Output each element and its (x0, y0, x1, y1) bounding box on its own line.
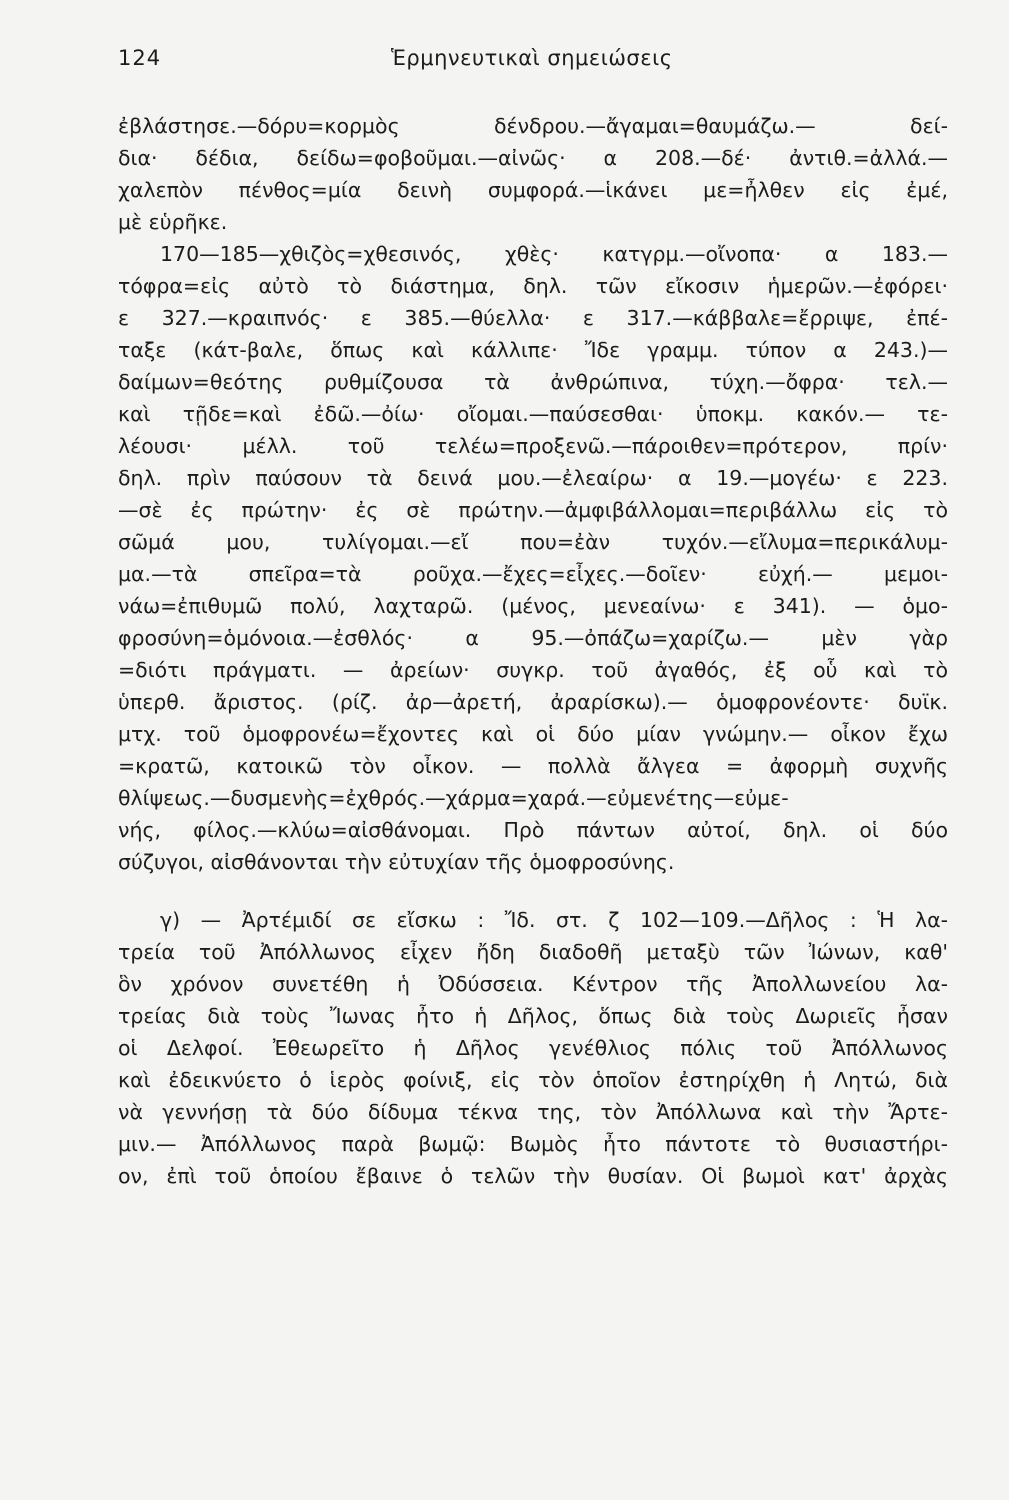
text-line: δαίμων=θεότης ρυθμίζουσα τὰ ἀνθρώπινα, τύχη.—ὄφρα· τελ.— (118, 370, 948, 394)
text-line: ἐβλάστησε.—δόρυ=κορμὸς δένδρου.—ἄγαμαι=θαυμάζω.— δεί- (118, 114, 948, 138)
text-line: γ) — Ἀρτέμιδί σε εἴσκω : Ἴδ. στ. ζ 102—109.—Δῆλος : Ἡ λα- (160, 908, 948, 932)
text-line: φροσύνη=ὁμόνοια.—ἐσθλός· α 95.—ὀπάζω=χαρίζω.— μὲν γὰρ (118, 626, 948, 650)
text-line: δια· δέδια, δείδω=φοβοῦμαι.—αἰνῶς· α 208.—δέ· ἀντιθ.=ἀλλά.— (118, 146, 948, 170)
text-line: καὶ τῇδε=καὶ ἐδῶ.—ὀίω· οἴομαι.—παύσεσθαι· ὑποκμ. κακόν.— τε- (118, 402, 948, 426)
text-line: καὶ ἐδεικνύετο ὁ ἱερὸς φοίνιξ, εἰς τὸν ὁποῖον ἐστηρίχθη ἡ Λητώ, διὰ (118, 1068, 948, 1092)
text-line: μα.—τὰ σπεῖρα=τὰ ροῦχα.—ἔχες=εἶχες.—δοῖεν· εὐχή.— μεμοι- (118, 562, 948, 586)
text-line: ον, ἐπὶ τοῦ ὁποίου ἔβαινε ὁ τελῶν τὴν θυσίαν. Οἱ βωμοὶ κατ' ἀρχὰς (118, 1164, 948, 1188)
text-line: ὑπερθ. ἄριστος. (ρίζ. ἀρ—ἀρετή, ἀραρίσκω).— ὁμοφρονέοντε· δυϊκ. (118, 690, 948, 714)
text-line: χαλεπὸν πένθος=μία δεινὴ συμφορά.—ἱκάνει με=ἦλθεν εἰς ἐμέ, (118, 178, 948, 202)
text-line: =κρατῶ, κατοικῶ τὸν οἶκον. — πολλὰ ἄλγεα = ἀφορμὴ συχνῆς (118, 754, 948, 778)
text-line: ὃν χρόνον συνετέθη ἡ Ὀδύσσεια. Κέντρον τῆς Ἀπολλωνείου λα- (118, 972, 948, 996)
text-line: σῶμά μου, τυλίγομαι.—εἴ που=ἐὰν τυχόν.—εἴλυμα=περικάλυμ- (118, 530, 948, 554)
running-title: Ἑρμηνευτικαὶ σημειώσεις (391, 46, 673, 70)
text-line: τρεία τοῦ Ἀπόλλωνος εἶχεν ἤδη διαδοθῆ μεταξὺ τῶν Ἰώνων, καθ' (118, 940, 948, 964)
text-line: 170—185—χθιζὸς=χθεσινός, χθὲς· κατγρμ.—οἴνοπα· α 183.— (160, 242, 948, 266)
page-header (118, 46, 948, 86)
text-line: ταξε (κάτ-βαλε, ὅπως καὶ κάλλιπε· Ἴδε γραμμ. τύπον α 243.)— (118, 338, 948, 362)
paragraph-notes-1 (118, 110, 948, 238)
paragraph-gap (118, 878, 948, 904)
text-line: νής, φίλος.—κλύω=αἰσθάνομαι. Πρὸ πάντων αὐτοί, δηλ. οἱ δύο (118, 818, 948, 842)
text-line: λέουσι· μέλλ. τοῦ τελέω=προξενῶ.—πάροιθεν=πρότερον, πρίν· (118, 434, 948, 458)
text-line: μτχ. τοῦ ὁμοφρονέω=ἔχοντες καὶ οἱ δύο μίαν γνώμην.— οἶκον ἔχω (118, 722, 948, 746)
text-line: δηλ. πρὶν παύσουν τὰ δεινά μου.—ἐλεαίρω· α 19.—μογέω· ε 223. (118, 466, 948, 490)
text-line: ε 327.—κραιπνός· ε 385.—θύελλα· ε 317.—κάββαλε=ἔρριψε, ἐπέ- (118, 306, 948, 330)
paragraph-notes-170-185 (118, 238, 948, 878)
text-line: —σὲ ἐς πρώτην· ἐς σὲ πρώτην.—ἀμφιβάλλομαι=περιβάλλω εἰς τὸ (118, 498, 948, 522)
text-line: οἱ Δελφοί. Ἐθεωρεῖτο ἡ Δῆλος γενέθλιος πόλις τοῦ Ἀπόλλωνος (118, 1036, 948, 1060)
paragraph-section-gamma (118, 904, 948, 1192)
text-line: τόφρα=εἰς αὐτὸ τὸ διάστημα, δηλ. τῶν εἴκοσιν ἡμερῶν.—ἐφόρει· (118, 274, 948, 298)
text-line: μιν.— Ἀπόλλωνος παρὰ βωμῷ: Βωμὸς ἦτο πάντοτε τὸ θυσιαστήρι- (118, 1132, 948, 1156)
text-line: σύζυγοι, αἰσθάνονται τὴν εὐτυχίαν τῆς ὁμοφροσύνης. (118, 850, 675, 874)
text-line: τρείας διὰ τοὺς Ἴωνας ἦτο ἡ Δῆλος, ὅπως διὰ τοὺς Δωριεῖς ἦσαν (118, 1004, 948, 1028)
text-line: νὰ γεννήσῃ τὰ δύο δίδυμα τέκνα της, τὸν Ἀπόλλωνα καὶ τὴν Ἄρτε- (118, 1100, 948, 1124)
page-body (118, 110, 948, 1192)
text-line: θλίψεως.—δυσμενὴς=ἐχθρός.—χάρμα=χαρά.—εὐμενέτης—εὐμε- (118, 786, 789, 810)
text-line: νάω=ἐπιθυμῶ πολύ, λαχταρῶ. (μένος, μενεαίνω· ε 341). — ὁμο- (118, 594, 948, 618)
text-line: =διότι πράγματι. — ἀρείων· συγκρ. τοῦ ἀγαθός, ἐξ οὗ καὶ τὸ (118, 658, 948, 682)
text-line: μὲ εὑρῆκε. (118, 210, 228, 234)
page-number: 124 (118, 46, 162, 70)
